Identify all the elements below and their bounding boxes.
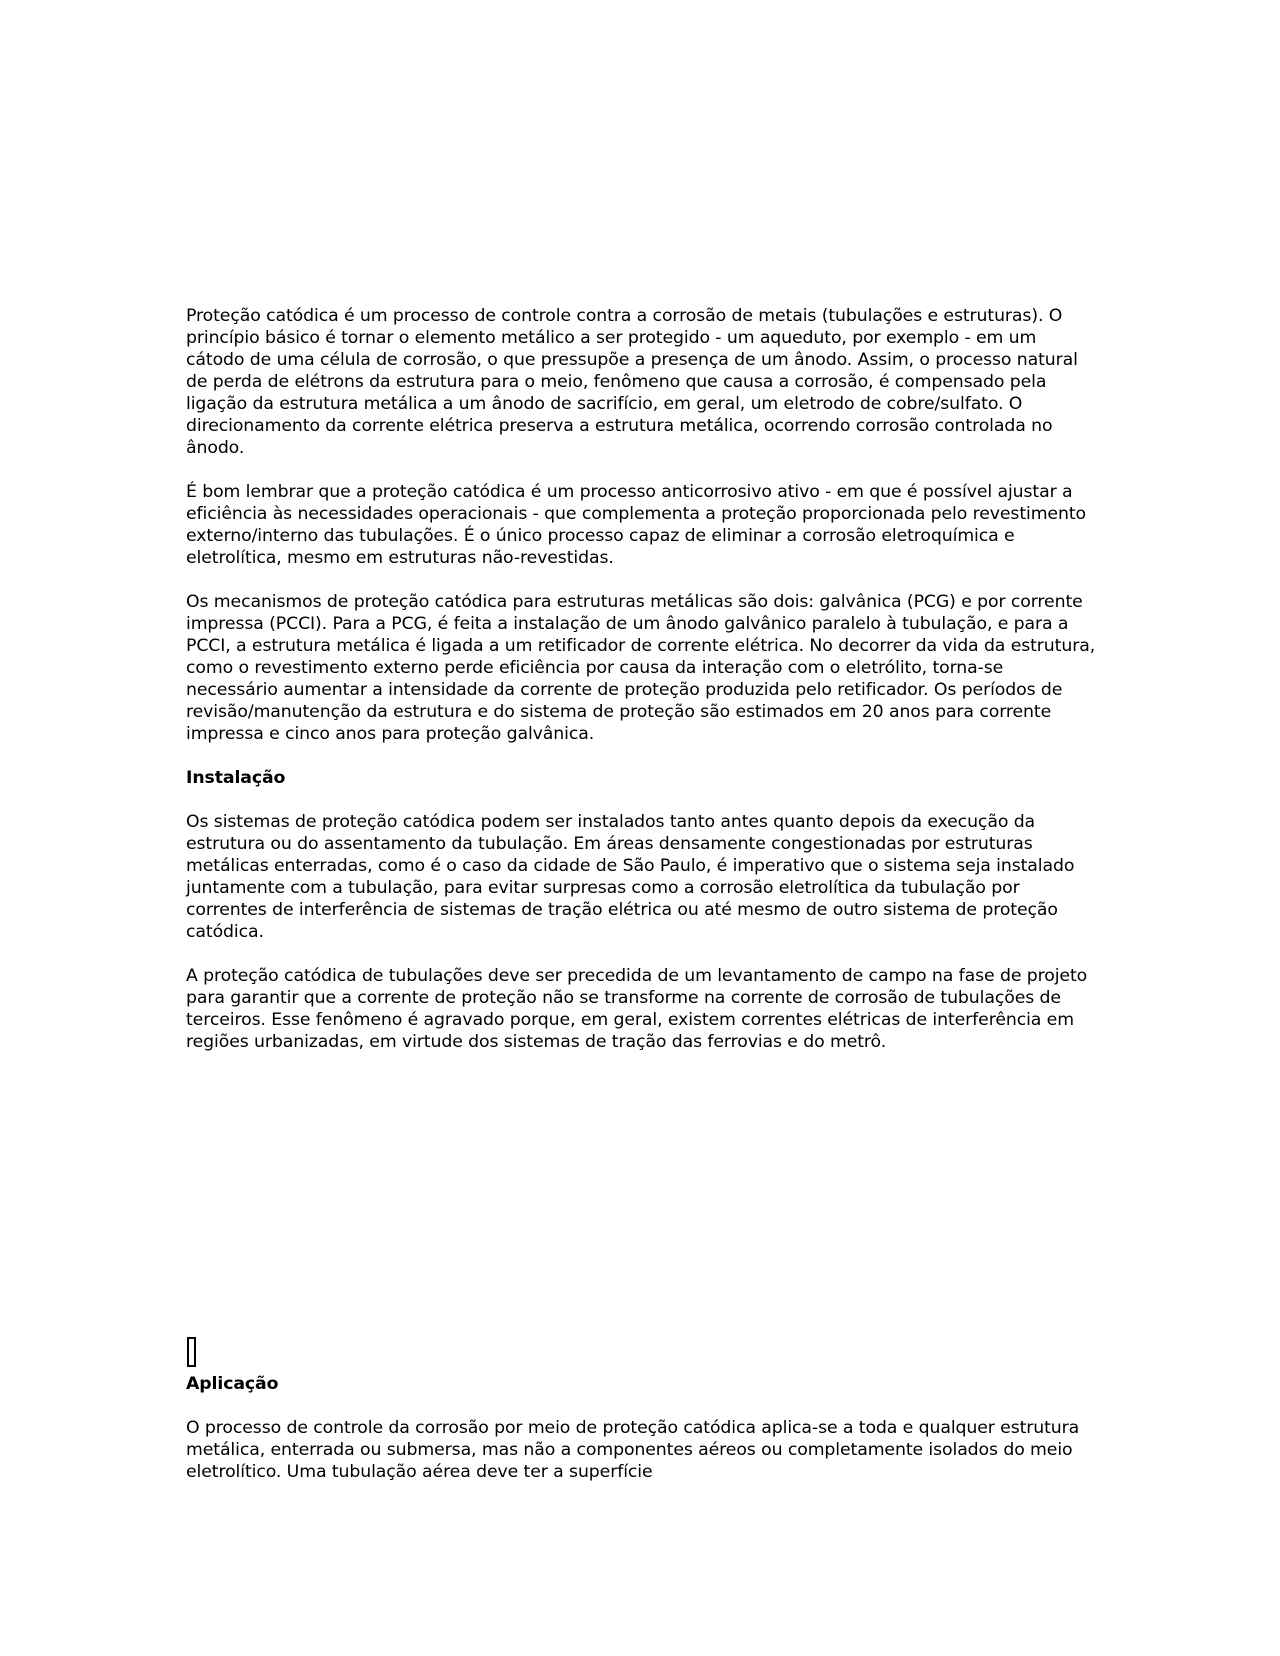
missing-glyph-box bbox=[187, 1337, 196, 1367]
paragraph-active-process: É bom lembrar que a proteção catódica é um processo anticorrosivo ativo - em que é possível ajustar a eficiência às necessidades operacionais - que complementa a proteção proporcionada pelo revestimento externo/interno das tubulações. É o único processo capaz de eliminar a corrosão eletroquímica e eletrolítica, mesmo em estruturas não-revestidas. bbox=[186, 482, 1086, 568]
paragraph-installation-survey: A proteção catódica de tubulações deve ser precedida de um levantamento de campo na fase de projeto para garantir que a corrente de proteção não se transforme na corrente de corrosão de tubulações de terceiros. Esse fenômeno é agravado porque, em geral, existem correntes elétricas de interferência em regiões urbanizadas, em virtude dos sistemas de tração das ferrovias e do metrô. bbox=[186, 966, 1088, 1052]
heading-application: Aplicação bbox=[186, 1374, 279, 1394]
paragraph-installation-timing: Os sistemas de proteção catódica podem ser instalados tanto antes quanto depois da execução da estrutura ou do assentamento da tubulação. Em áreas densamente congestionadas por estruturas metálicas enterradas, como é o caso da cidade de São Paulo, é imperativo que o sistema seja instalado juntamente com a tubulação, para evitar surpresas como a corrosão eletrolítica da tubulação por correntes de interferência de sistemas de tração elétrica ou até mesmo de outro sistema de proteção catódica. bbox=[186, 812, 1075, 942]
paragraph-mechanisms: Os mecanismos de proteção catódica para estruturas metálicas são dois: galvânica (PCG) e por corrente impressa (PCCI). Para a PCG, é feita a instalação de um ânodo galvânico paralelo à tubulação, e para a PCCI, a estrutura metálica é ligada a um retificador de corrente elétrica. No decorrer da vida da estrutura, como o revestimento externo perde eficiência por causa da interação com o eletrólito, torna-se necessário aumentar a intensidade da corrente de proteção produzida pelo retificador. Os períodos de revisão/manutenção da estrutura e do sistema de proteção são estimados em 20 anos para corrente impressa e cinco anos para proteção galvânica. bbox=[186, 592, 1096, 744]
document-body-top bbox=[186, 305, 1096, 1053]
document-body-bottom bbox=[186, 1373, 1096, 1483]
paragraph-application: O processo de controle da corrosão por meio de proteção catódica aplica-se a toda e qualquer estrutura metálica, enterrada ou submersa, mas não a componentes aéreos ou completamente isolados do meio eletrolítico. Uma tubulação aérea deve ter a superfície bbox=[186, 1418, 1080, 1482]
paragraph-intro: Proteção catódica é um processo de controle contra a corrosão de metais (tubulações e estruturas). O princípio básico é tornar o elemento metálico a ser protegido - um aqueduto, por exemplo - em um cátodo de uma célula de corrosão, o que pressupõe a presença de um ânodo. Assim, o processo natural de perda de elétrons da estrutura para o meio, fenômeno que causa a corrosão, é compensado pela ligação da estrutura metálica a um ânodo de sacrifício, em geral, um eletrodo de cobre/sulfato. O direcionamento da corrente elétrica preserva a estrutura metálica, ocorrendo corrosão controlada no ânodo. bbox=[186, 306, 1078, 458]
heading-installation: Instalação bbox=[186, 768, 286, 788]
